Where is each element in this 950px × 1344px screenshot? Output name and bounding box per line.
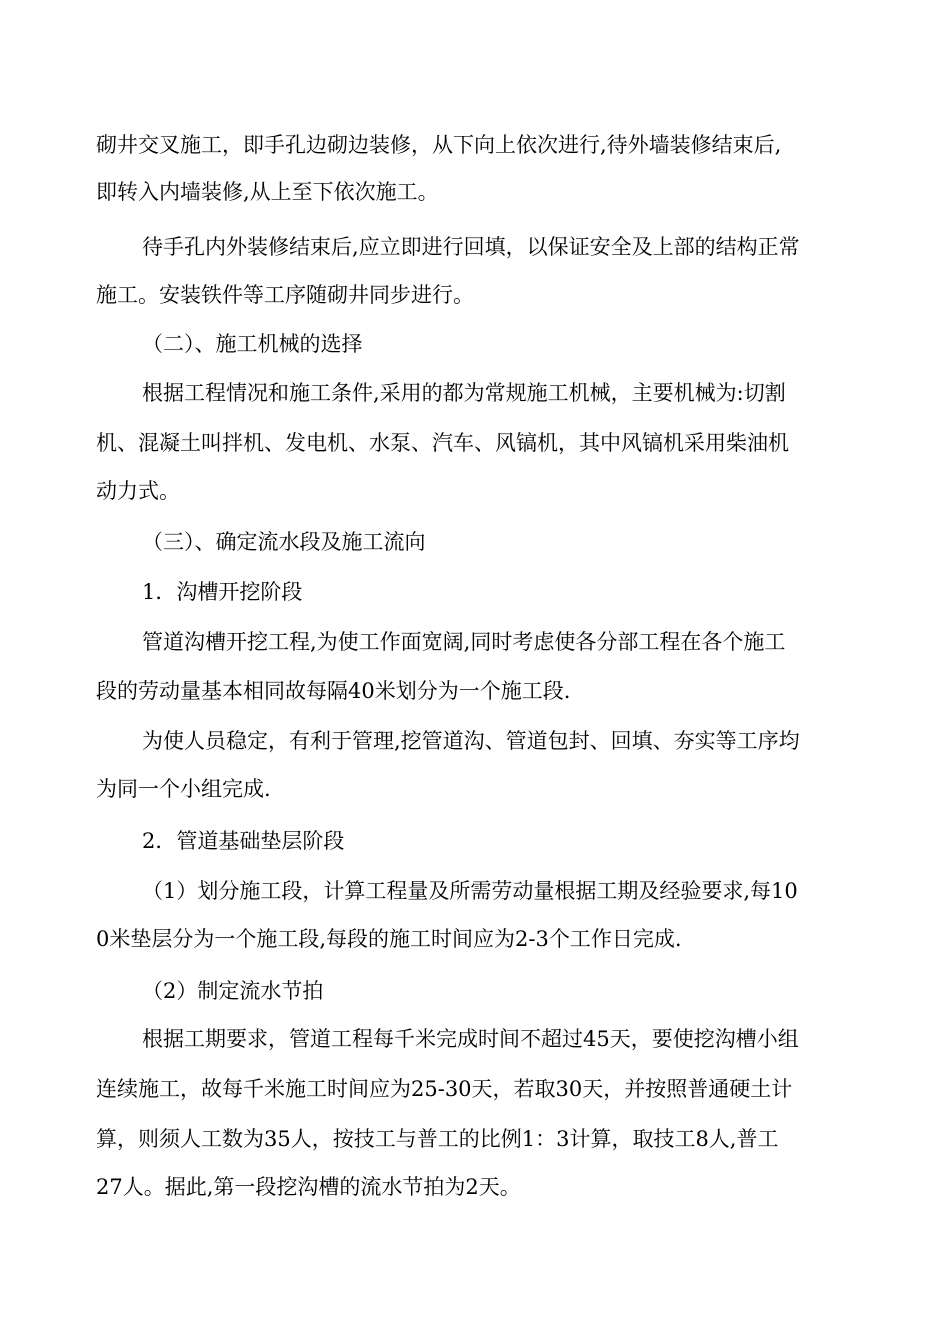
text-line: 管道沟槽开挖工程,为使工作面宽阔,同时考虑使各分部工程在各个施工 — [142, 630, 786, 654]
text-line: 段的劳动量基本相同故每隔40米划分为一个施工段. — [96, 679, 571, 703]
text-line: 待手孔内外装修结束后,应立即进行回填，以保证安全及上部的结构正常 — [142, 235, 800, 259]
text-line: 算，则须人工数为35人，按技工与普工的比例1：3计算，取技工8人,普工 — [96, 1127, 779, 1151]
subsection-heading: （2）制定流水节拍 — [142, 979, 324, 1003]
text-line: 0米垫层分为一个施工段,每段的施工时间应为2-3个工作日完成. — [96, 927, 682, 951]
text-line: 机、混凝土叫拌机、发电机、水泵、汽车、风镐机，其中风镐机采用柴油机 — [96, 431, 789, 455]
text-line: 施工。安装铁件等工序随砌井同步进行。 — [96, 283, 474, 307]
text-line: （1）划分施工段，计算工程量及所需劳动量根据工期及经验要求,每10 — [142, 879, 798, 903]
section-heading: （三）、确定流水段及施工流向 — [142, 530, 426, 554]
text-line: 根据工期要求，管道工程每千米完成时间不超过45天，要使挖沟槽小组 — [142, 1027, 799, 1051]
text-line: 为使人员稳定，有利于管理,挖管道沟、管道包封、回填、夯实等工序均 — [142, 729, 800, 753]
text-line: 连续施工，故每千米施工时间应为25-30天，若取30天，并按照普通硬土计 — [96, 1077, 793, 1101]
text-line: 砌井交叉施工，即手孔边砌边装修，从下向上依次进行,待外墙装修结束后, — [96, 133, 782, 157]
section-heading: （二）、施工机械的选择 — [142, 332, 363, 356]
text-line: 动力式。 — [96, 479, 180, 503]
subsection-heading: 1．沟槽开挖阶段 — [142, 580, 303, 604]
text-line: 根据工程情况和施工条件,采用的都为常规施工机械，主要机械为:切割 — [142, 381, 786, 405]
text-line: 即转入内墙装修,从上至下依次施工。 — [96, 180, 439, 204]
subsection-heading: 2．管道基础垫层阶段 — [142, 829, 345, 853]
text-line: 为同一个小组完成. — [96, 777, 271, 801]
text-line: 27人。据此,第一段挖沟槽的流水节拍为2天。 — [96, 1175, 521, 1199]
